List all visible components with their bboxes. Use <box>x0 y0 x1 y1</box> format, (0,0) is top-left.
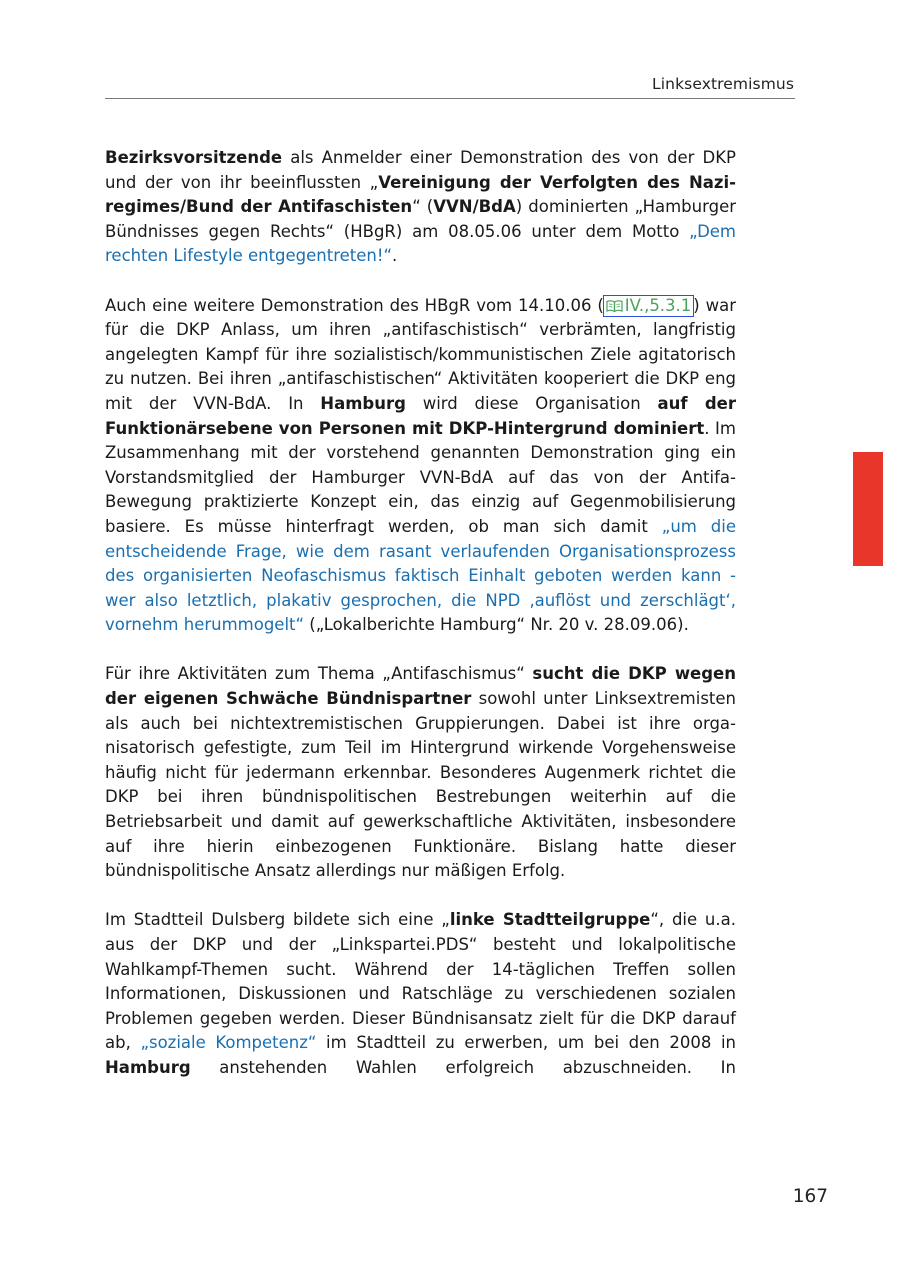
text-run: („Lokalberichte Hamburg“ Nr. 20 v. 28.09.06). <box>304 615 689 635</box>
text-run: . <box>392 246 398 266</box>
bold-term: linke Stadtteilgruppe <box>449 910 651 930</box>
paragraph-3 <box>105 662 736 883</box>
body-text <box>105 146 736 1105</box>
text-run: “ ( <box>412 197 434 217</box>
bold-term: Hamburg <box>320 393 406 413</box>
bold-term: VVN/BdA <box>433 197 516 217</box>
text-run: als Anmelder einer Demonstration des von der DKP und der von ihr beeinflussten „ <box>105 148 736 192</box>
quote-motto: „Dem rechten Lifestyle entgegentreten!“ <box>105 221 736 266</box>
header-title: Linksextremismus <box>652 75 794 93</box>
text-run: sowohl unter Linksextremisten als auch bei nichtextremistischen Gruppierungen. Dabei ist ihre organisatorisch gefestigte, zum Teil im Hintergrund wirkende Vorgehensweise häufig nicht für jedermann erkennbar. Besonderes Augenmerk richtet die DKP bei ihren bündnispolitischen Bestrebungen weiterhin auf die Betriebsarbeit und damit auf gewerkschaftliche Aktivitäten, insbesondere auf ihre hierin einbezogenen Funktionäre. Bislang hatte dieser bündnispolitische Ansatz allerdings nur mäßigen Erfolg. <box>105 689 737 881</box>
text-run: Im Stadtteil Dulsberg bildete sich eine „ <box>105 910 450 930</box>
bold-term: Hamburg <box>105 1057 191 1077</box>
text-run: anstehenden Wahlen erfolgreich abzuschneiden. In <box>190 1057 736 1077</box>
paragraph-4 <box>105 908 736 1080</box>
text-run: Auch eine weitere Demonstration des HBgR vom 14.10.06 ( <box>105 295 604 315</box>
header-divider <box>105 98 795 99</box>
text-run: ) war für die DKP Anlass, um ihren „antifaschistisch“ verbrämten, langfristig angelegten Kampf für ihre sozialistisch/kommunistischen Ziele agitatorisch zu nutzen. Bei ihren „antifaschistischen“ Aktivitäten kooperiert die DKP eng mit der VVN-BdA. In <box>105 295 736 413</box>
bold-term: Vereinigung der Verfolgten des Naziregimes/Bund der Antifaschisten <box>105 172 737 217</box>
paragraph-2 <box>105 294 736 638</box>
cross-reference-link[interactable] <box>603 295 695 317</box>
quote-phrase: „soziale Kompetenz“ <box>140 1033 317 1053</box>
page-number: 167 <box>792 1186 828 1207</box>
bold-term: sucht die DKP wegen der eigenen Schwäche Bündnispartner <box>105 664 736 709</box>
book-icon <box>606 300 623 312</box>
text-run: wird diese Organisation <box>405 393 658 413</box>
text-run: . Im Zusammenhang mit der vorstehend genannten Demonstration ging ein Vorstandsmitglied der Hamburger VVN-BdA auf das von der Antifa-Bewegung praktizierte Konzept ein, das einzig auf Gegenmobilisierung basiere. Es müsse hinterfragt werden, ob man sich damit <box>105 418 736 536</box>
quote-citation: „um die entscheidende Frage, wie dem rasant verlaufenden Organisationsprozess des organisierten Neofaschismus faktisch Einhalt geboten werden kann - wer also letztlich, plakativ gesprochen, die NPD ‚auflöst und zerschlägt‘, vornehm herummogelt“ <box>105 516 736 635</box>
bold-term: Bezirksvorsitzende <box>105 148 283 167</box>
text-run: im Stadtteil zu erwerben, um bei den 2008 in <box>316 1033 736 1053</box>
bold-term: auf der Funktionärsebene von Personen mit DKP-Hintergrund dominiert <box>105 393 736 438</box>
text-run: ) dominierten „Hamburger Bündnisses gegen Rechts“ (HBgR) am 08.05.06 unter dem Motto <box>105 197 736 241</box>
text-run: Für ihre Aktivitäten zum Thema „Antifaschismus“ <box>105 664 533 684</box>
cross-reference-label: IV.,5.3.1 <box>624 295 692 315</box>
chapter-tab-marker <box>853 452 883 566</box>
paragraph-1 <box>105 146 736 269</box>
text-run: “, die u.a. aus der DKP und der „Linkspartei.PDS“ besteht und lokalpolitische Wahlkampf-Themen sucht. Während der 14-täglichen Treffen sollen Informationen, Diskussionen und Ratschläge zu verschiedenen sozialen Problemen gegeben werden. Dieser Bündnisansatz zielt für die DKP darauf ab, <box>105 910 736 1053</box>
